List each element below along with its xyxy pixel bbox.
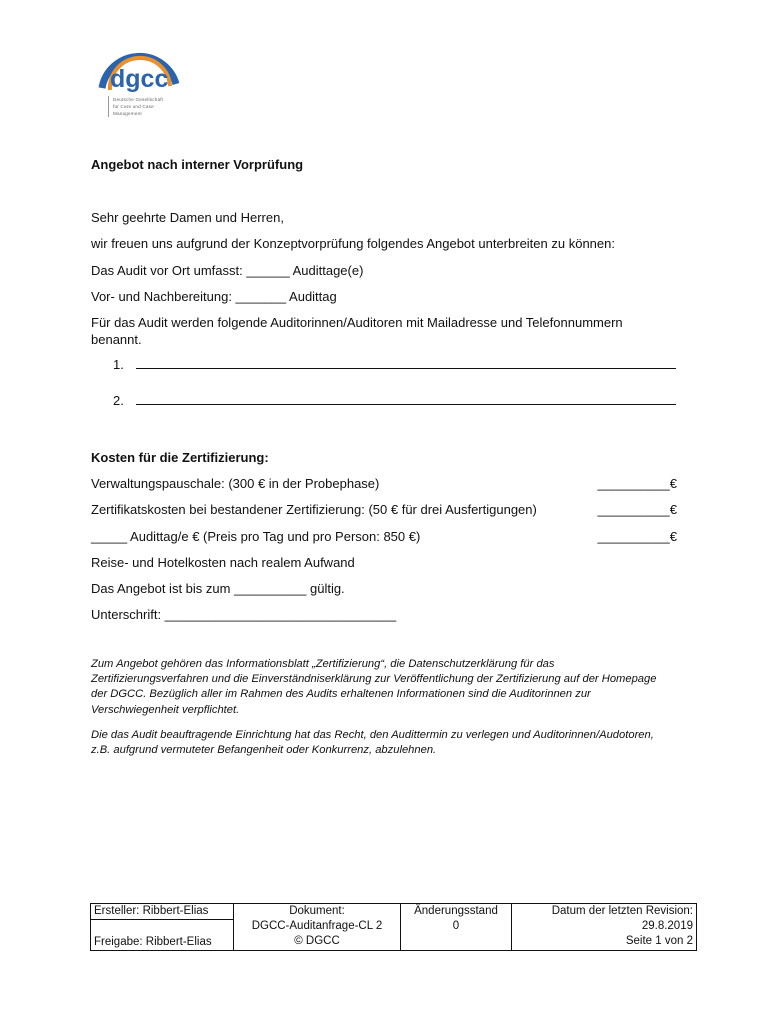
footer-doc-name: DGCC-Auditanfrage-CL 2	[251, 920, 383, 932]
footer-doc-label: Dokument:	[289, 905, 345, 917]
note-rights: Die das Audit beauftragende Einrichtung hat das Recht, den Audittermin zu verlegen und Auditorinnen/Audotoren, z.B. aufgrund vermuteter Befangenheit oder Konkurrenz, abzulehnen.	[91, 729, 654, 757]
auditor-number: 2.	[113, 393, 124, 408]
logo-sub-line: für Care und Case	[113, 104, 154, 109]
salutation: Sehr geehrte Damen und Herren,	[91, 210, 284, 225]
auditors-text-cont: benannt.	[91, 332, 142, 347]
footer-document	[234, 904, 401, 951]
footer-change-label: Änderungsstand	[414, 905, 498, 917]
cost-label: Verwaltungspauschale: (300 € in der Probephase)	[91, 476, 380, 491]
travel-costs: Reise- und Hotelkosten nach realem Aufwand	[91, 555, 355, 570]
footer-copyright: © DGCC	[294, 935, 340, 947]
signature-line: Unterschrift: ________________________________	[91, 607, 397, 622]
logo-text: dgcc	[110, 65, 169, 93]
footer-page: Seite 1 von 2	[625, 935, 693, 947]
logo-subtitle	[108, 96, 183, 117]
cost-amount: __________€	[597, 476, 677, 491]
auditor-entry-2	[113, 393, 676, 408]
validity-line: Das Angebot ist bis zum __________ gültig.	[91, 581, 345, 596]
audit-onsite-line: Das Audit vor Ort umfasst: ______ Audittage(e)	[91, 263, 364, 278]
auditor-fill-line	[136, 357, 676, 369]
cost-label: Zertifikatskosten bei bestandener Zertifizierung: (50 € für drei Ausfertigungen)	[91, 502, 537, 517]
footer-release: Freigabe: Ribbert-Elias	[91, 920, 234, 951]
cost-amount: __________€	[597, 502, 677, 517]
logo-sub-line: Deutsche Gesellschaft	[113, 97, 164, 102]
auditor-number: 1.	[113, 357, 124, 372]
footer-revision	[512, 904, 697, 951]
footer-table	[90, 903, 697, 951]
document-heading: Angebot nach interner Vorprüfung	[91, 157, 304, 172]
note-information: Zum Angebot gehören das Informationsblatt „Zertifizierung“, die Datenschutzerklärung für das Zertifizierungsverfahren und die Einverständniserklärung zur Veröffentlichung der Zertifizierung auf der Homepage der DGCC. Bezüglich aller im Rahmen des Audits erhaltenen Informationen sind die Auditorinnen zur Verschwiegenheit verpflichtet.	[91, 658, 657, 716]
footer-creator: Ersteller: Ribbert-Elias	[91, 904, 234, 920]
footer-change	[401, 904, 512, 951]
cost-label: _____ Audittag/e € (Preis pro Tag und pro Person: 850 €)	[91, 529, 421, 544]
preparation-line: Vor- und Nachbereitung: _______ Audittag	[91, 289, 337, 304]
costs-heading: Kosten für die Zertifizierung:	[91, 450, 269, 465]
footer-revision-date: 29.8.2019	[641, 920, 693, 932]
logo-sub-line: Management	[113, 111, 142, 116]
intro-text: wir freuen uns aufgrund der Konzeptvorprüfung folgendes Angebot unterbreiten zu können:	[91, 236, 615, 251]
footer-revision-label: Datum der letzten Revision:	[551, 905, 693, 917]
footer-change-value: 0	[452, 920, 460, 932]
auditors-text: Für das Audit werden folgende Auditorinnen/Auditoren mit Mailadresse und Telefonnummern	[91, 315, 623, 330]
cost-amount: __________€	[597, 529, 677, 544]
auditor-entry-1	[113, 357, 676, 372]
auditor-fill-line	[136, 393, 676, 405]
